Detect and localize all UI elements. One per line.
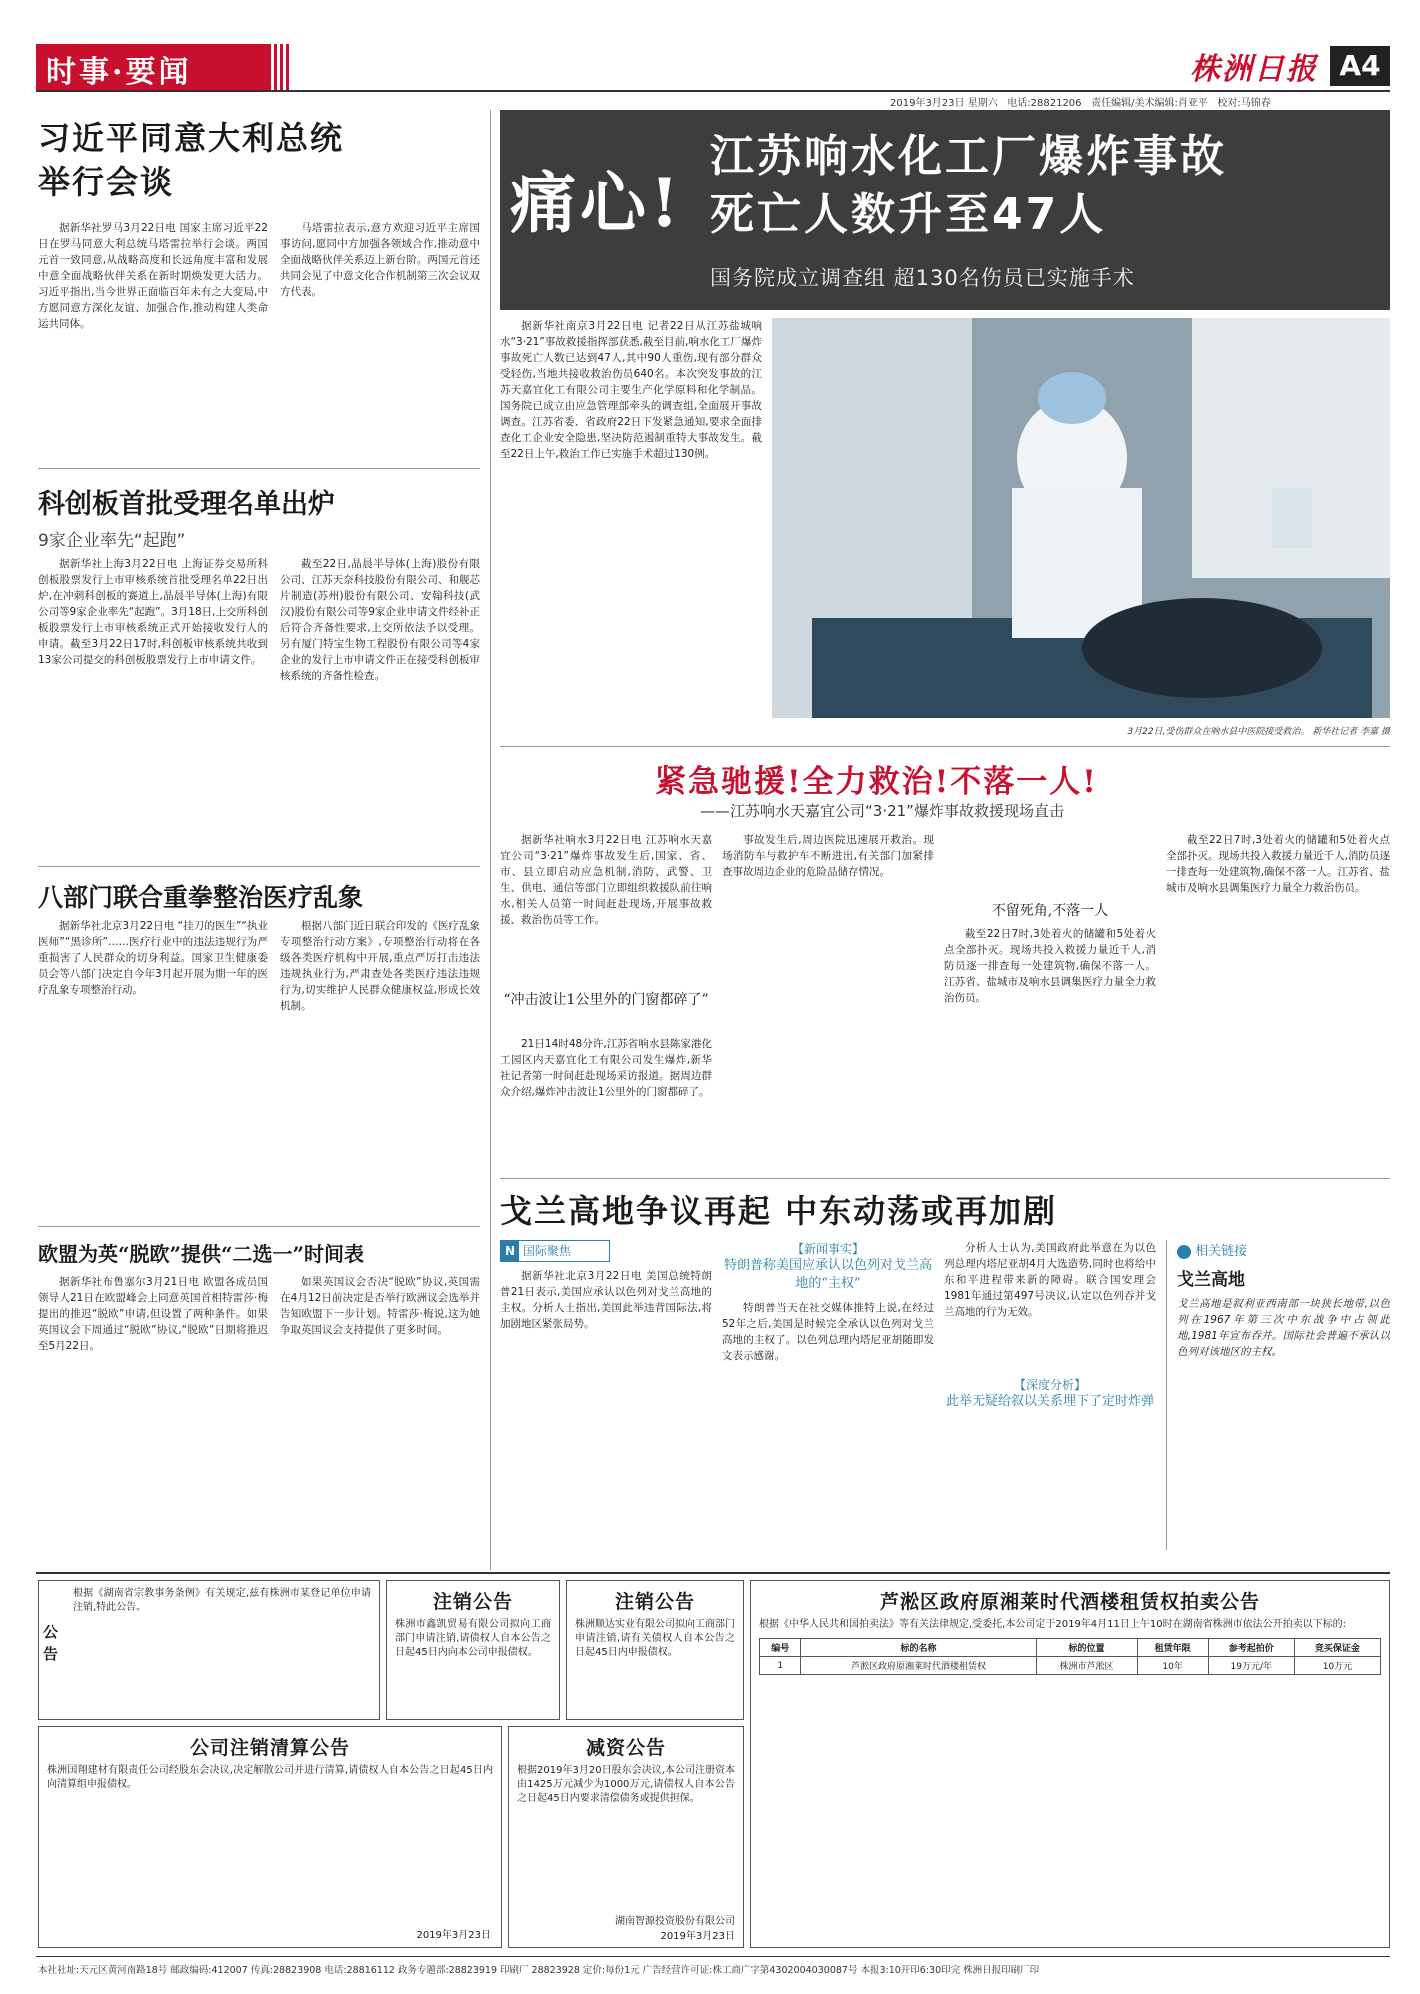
notice-cancel-2-title: 注销公告 xyxy=(614,1591,695,1613)
golan-body-col2 xyxy=(722,1300,934,1548)
golan-body-col1 xyxy=(500,1268,712,1548)
golan-tag xyxy=(500,1240,610,1262)
auction-header-row xyxy=(760,1639,1381,1657)
golan-analysis-box xyxy=(944,1376,1156,1411)
notice-small xyxy=(38,1580,380,1720)
notice-liquidation-title: 公司注销清算公告 xyxy=(189,1737,350,1759)
notice-auction-title: 芦淞区政府原湘莱时代酒楼租赁权拍卖公告 xyxy=(879,1591,1260,1613)
notice-small-label: 公告 xyxy=(43,1623,59,1663)
blast-headline xyxy=(710,128,1227,244)
brexit-text-1: 据新华社布鲁塞尔3月21日电 欧盟各成员国领导人21日在欧盟峰会上同意英国首相特雷莎·梅提出的推迟“脱欧”申请,但设置了两种条件。如果英国议会下周通过“脱欧”协议,“脱欧”日期将推迟至5月22日。 xyxy=(38,1276,268,1352)
related-link-icon xyxy=(1177,1245,1191,1259)
kcb-subhead: 9家企业率先“起跑” xyxy=(38,531,186,551)
notice-capital-reduction-date: 2019年3月23日 xyxy=(660,1931,735,1942)
notice-cancel-1-body: 株洲市鑫凯贸易有限公司拟向工商部门申请注销,请债权人自本公告之日起45日内向本公司申报债权。 xyxy=(395,1619,551,1658)
golan-text-3: 分析人士认为,美国政府此举意在为以色列总理内塔尼亚胡4月大选造势,同时也将给中东和平进程带来新的障碍。联合国安理会1981年通过第497号决议,认定以色列吞并戈兰高地的行为无效。 xyxy=(944,1242,1156,1318)
notice-liquidation-body: 株洲国翔建材有限责任公司经股东会决议,决定解散公司并进行清算,请债权人自本公告之日起45日内向清算组申报债权。 xyxy=(47,1765,493,1790)
notice-liquidation xyxy=(38,1726,502,1948)
medical-text-2: 根据八部门近日联合印发的《医疗乱象专项整治行动方案》,专项整治行动将在各级各类医疗机构中开展,重点严厉打击违法违规执业行为,严肃查处各类医疗违法违规行为,切实维护人民群众健康权益,形成长效机制。 xyxy=(280,920,480,1012)
paper-logo: 株洲日报 xyxy=(1190,52,1318,87)
xi-headline-line1: 习近平同意大利总统 xyxy=(38,119,345,157)
auction-header-cell: 竞买保证金 xyxy=(1294,1639,1380,1657)
date-text: 2019年3月23日 星期六 xyxy=(890,98,998,109)
rescue-col3-subhead: 不留死角,不落一人 xyxy=(991,903,1109,919)
masthead-rule xyxy=(36,90,1390,92)
auction-header-cell: 参考起拍价 xyxy=(1208,1639,1294,1657)
notice-capital-reduction-body: 根据2019年3月20日股东会决议,本公司注册资本由1425万元减少为1000万元,请债权人自本公告之日起45日内要求清偿债务或提供担保。 xyxy=(517,1765,735,1804)
rescue-body-col1 xyxy=(500,832,712,988)
footer-text: 本社社址:天元区黄河南路18号 邮政编码:412007 传真:28823908 电话:28816112 政务专题部:28823919 印刷厂 28823928 定价:每份1元 广告经营许可证:株工商广字第4302004030087号 本报3:10开印6:30印完 株洲日报印刷厂印 xyxy=(38,1965,1040,1976)
xi-text-1: 据新华社罗马3月22日电 国家主席习近平22日在罗马同意大利总统马塔雷拉举行会谈。两国元首一致同意,从战略高度和长远角度丰富和发展中意全面战略伙伴关系在新时期焕发更大活力。习近平指出,当今世界正面临百年未有之大变局,中方愿同意方深化友谊、加强合作,推动构建人类命运共同体。 xyxy=(38,222,268,330)
xi-text-2: 马塔雷拉表示,意方欢迎习近平主席国事访问,愿同中方加强各领域合作,推动意中全面战略伙伴关系迈上新台阶。两国元首还共同会见了中意文化合作机制第三次会议双方代表。 xyxy=(280,222,480,298)
rescue-text-4: 截至22日7时,3处着火的储罐和5处着火点全部扑灭。现场共投入救援力量近千人,消防员逐一排查每一处建筑物,确保不落一人。江苏省、盐城市及响水县调集医疗力量全力救治伤员。 xyxy=(944,928,1156,1004)
rescue-text-1: 据新华社响水3月22日电 江苏响水天嘉宜公司“3·21”爆炸事故发生后,国家、省、市、县立即启动应急机制,消防、武警、卫生、供电、通信等部门立即组织救援队前往响水,相关人员第一时间赶赴现场,开展事故救援、救治伤员等工作。 xyxy=(500,834,712,926)
page-number: A4 xyxy=(1330,46,1390,86)
golan-analysis-text: 此举无疑给叙以关系埋下了定时炸弹 xyxy=(945,1394,1154,1409)
notice-small-body: 根据《湖南省宗教事务条例》有关规定,兹有株洲市某登记单位申请注销,特此公告。 xyxy=(73,1588,371,1613)
related-link-box xyxy=(1166,1240,1390,1550)
photo-caption: 3月22日,受伤群众在响水县中医院接受救治。 新华社记者 李嘉 摄 xyxy=(1127,727,1390,737)
editor-text: 责任编辑/美术编辑:肖亚平 xyxy=(1091,98,1208,109)
divider xyxy=(38,468,480,469)
rescue-subhead: ——江苏响水天嘉宜公司“3·21”爆炸事故救援现场直击 xyxy=(700,802,1064,820)
notice-cancel-1-title: 注销公告 xyxy=(432,1591,513,1613)
phone-text: 电话:28821206 xyxy=(1007,98,1082,109)
auction-cell: 10年 xyxy=(1137,1657,1208,1675)
brexit-body-col1 xyxy=(38,1274,268,1564)
kcb-body-col1 xyxy=(38,556,268,856)
section-stripes xyxy=(268,44,290,90)
related-link-label: 相关链接 xyxy=(1195,1244,1248,1259)
auction-header-cell: 标的名称 xyxy=(801,1639,1036,1657)
xi-headline-line2: 举行会谈 xyxy=(38,163,175,201)
blast-headline-line2: 死亡人数升至47人 xyxy=(710,189,1107,240)
auction-table xyxy=(759,1638,1381,1675)
notice-auction xyxy=(750,1580,1390,1948)
blast-headline-line1: 江苏响水化工厂爆炸事故 xyxy=(710,131,1227,182)
related-link-body: 戈兰高地是叙利亚西南部一块狭长地带,以色列在1967年第三次中东战争中占领此地,1981年宣布吞并。国际社会普遍不承认以色列对该地区的主权。 xyxy=(1177,1298,1390,1358)
blast-body xyxy=(500,318,762,730)
medical-body-col2 xyxy=(280,918,480,1218)
golan-fact-box xyxy=(722,1240,934,1293)
golan-fact-label: 【新闻事实】 xyxy=(791,1242,864,1256)
rescue-body-col1b xyxy=(500,1036,712,1170)
golan-headline: 戈兰高地争议再起 中东动荡或再加剧 xyxy=(500,1192,1058,1230)
medical-body-col1 xyxy=(38,918,268,1218)
golan-text-1: 据新华社北京3月22日电 美国总统特朗普21日表示,美国应承认以色列对戈兰高地的主权。分析人士指出,美国此举违背国际法,将加剧地区紧张局势。 xyxy=(500,1270,712,1330)
rescue-text-2: 21日14时48分许,江苏省响水县陈家港化工园区内天嘉宜化工有限公司发生爆炸,新华社记者第一时间赶赴现场采访报道。据周边群众介绍,爆炸冲击波让1公里外的门窗都碎了。 xyxy=(500,1038,712,1098)
footer-rule xyxy=(36,1956,1390,1957)
rescue-headline: 紧急驰援!全力救治!不落一人! xyxy=(655,764,1098,800)
kcb-text-1: 据新华社上海3月22日电 上海证券交易所科创板股票发行上市审核系统首批受理名单22日出炉,在冲刺科创板的赛道上,晶晨半导体(上海)有限公司等9家企业率先“起跑”。3月18日,上交所科创板股票发行上市审核系统正式开始接收发行人的申请。截至3月22日17时,科创板审核系统共收到13家公司提交的科创板股票发行上市申请文件。 xyxy=(38,558,268,666)
related-link-title: 戈兰高地 xyxy=(1177,1270,1245,1290)
brexit-text-2: 如果英国议会否决“脱欧”协议,英国需在4月12日前决定是否举行欧洲议会选举并告知欧盟下一步计划。特雷莎·梅说,这为她争取英国议会支持提供了更多时间。 xyxy=(280,1276,480,1336)
auction-header-cell: 租赁年限 xyxy=(1137,1639,1208,1657)
hospital-photo xyxy=(772,318,1390,718)
auction-cell: 芦淞区政府原湘莱时代酒楼租赁权 xyxy=(801,1657,1036,1675)
column-divider xyxy=(490,110,491,1570)
notice-cancel-1 xyxy=(386,1580,560,1720)
auction-cell: 1 xyxy=(760,1657,801,1675)
golan-tag-icon: N xyxy=(501,1241,519,1261)
notice-liquidation-date: 2019年3月23日 xyxy=(416,1930,491,1941)
xi-headline xyxy=(38,116,478,204)
photo-illustration xyxy=(772,318,1390,718)
medical-text-1: 据新华社北京3月22日电 “挂刀的医生”“执业医师”“黑诊所”……医疗行业中的违法违规行为严重损害了人民群众的切身利益。国家卫生健康委员会等八部门决定自今年3月起开展为期一年的医疗乱象专项整治行动。 xyxy=(38,920,268,996)
notice-capital-reduction xyxy=(508,1726,744,1948)
rescue-text-3: 事故发生后,周边医院迅速展开救治。现场消防车与救护车不断进出,有关部门加紧排查事故周边企业的危险品储存情况。 xyxy=(722,834,934,878)
blast-subhead: 国务院成立调查组 超130名伤员已实施手术 xyxy=(710,266,1135,290)
rescue-col1-subhead: “冲击波让1公里外的门窗都碎了” xyxy=(503,992,709,1008)
golan-tag-label: 国际聚焦 xyxy=(522,1244,571,1258)
xi-body-col1 xyxy=(38,220,268,460)
rescue-body-col2 xyxy=(722,832,934,1170)
kcb-body-col2 xyxy=(280,556,480,856)
notice-capital-reduction-title: 减资公告 xyxy=(585,1737,666,1759)
notice-capital-reduction-sign: 湖南智源投资股份有限公司 xyxy=(615,1916,735,1927)
auction-header-cell: 标的位置 xyxy=(1036,1639,1137,1657)
divider xyxy=(500,1178,1390,1179)
divider xyxy=(500,746,1390,747)
blast-text: 据新华社南京3月22日电 记者22日从江苏盐城响水“3·21”事故救援指挥部获悉,截至目前,响水化工厂爆炸事故死亡人数已达到47人,其中90人重伤,现有部分群众受轻伤,当地共接收救治伤员640名。本次突发事故的江苏天嘉宜化工有限公司主要生产化学原料和化学制品。国务院已成立由应急管理部牵头的调查组,全面展开事故调查。江苏省委、省政府22日下发紧急通知,要求全面排查化工企业安全隐患,坚决防范遏制重特大事故发生。截至22日上午,救治工作已实施手术超过130例。 xyxy=(500,320,762,460)
golan-body-col3 xyxy=(944,1240,1156,1370)
blast-badge: 痛心! xyxy=(510,164,683,242)
golan-fact-text: 特朗普称美国应承认以色列对戈兰高地的“主权” xyxy=(723,1258,932,1291)
table-row xyxy=(760,1657,1381,1675)
divider xyxy=(38,866,480,867)
date-line xyxy=(890,94,1271,109)
auction-cell: 株洲市芦淞区 xyxy=(1036,1657,1137,1675)
medical-headline: 八部门联合重拳整治医疗乱象 xyxy=(38,883,364,912)
kcb-headline: 科创板首批受理名单出炉 xyxy=(38,489,335,520)
notice-auction-body: 根据《中华人民共和国拍卖法》等有关法律规定,受委托,本公司定于2019年4月11日上午10时在湖南省株洲市依法公开拍卖以下标的: xyxy=(759,1619,1346,1630)
proofreader-text: 校对:马锦春 xyxy=(1217,98,1271,109)
kcb-text-2: 截至22日,晶晨半导体(上海)股份有限公司、江苏天奈科技股份有限公司、和舰芯片制造(苏州)股份有限公司、安翰科技(武汉)股份有限公司等9家企业申请文件经补正后符合齐备性要求,上交所依法予以受理。另有厦门特宝生物工程股份有限公司等4家企业的发行上市申请文件正在接受科创板审核系统的齐备性检查。 xyxy=(280,558,480,682)
auction-cell: 19万元/年 xyxy=(1208,1657,1294,1675)
notice-cancel-2-body: 株洲顺达实业有限公司拟向工商部门申请注销,请有关债权人自本公告之日起45日内申报债权。 xyxy=(575,1619,735,1658)
divider xyxy=(38,1226,480,1227)
rescue-text-5: 截至22日7时,3处着火的储罐和5处着火点全部扑灭。现场共投入救援力量近千人,消防员逐一排查每一处建筑物,确保不落一人。江苏省、盐城市及响水县调集医疗力量全力救治伤员。 xyxy=(1166,834,1390,894)
brexit-headline: 欧盟为英“脱欧”提供“二选一”时间表 xyxy=(38,1242,365,1266)
section-title: 时事·要闻 xyxy=(46,55,192,90)
notices-top-rule xyxy=(36,1572,1390,1574)
notice-cancel-2 xyxy=(566,1580,744,1720)
rescue-body-col4 xyxy=(1166,832,1390,1170)
auction-cell: 10万元 xyxy=(1294,1657,1380,1675)
golan-text-2: 特朗普当天在社交媒体推特上说,在经过52年之后,美国是时候完全承认以色列对戈兰高地的主权了。以色列总理内塔尼亚胡随即发文表示感谢。 xyxy=(722,1302,934,1362)
brexit-body-col2 xyxy=(280,1274,480,1564)
xi-body-col2 xyxy=(280,220,480,460)
related-link-tag xyxy=(1177,1240,1390,1259)
auction-header-cell: 编号 xyxy=(760,1639,801,1657)
rescue-body-col3 xyxy=(944,926,1156,1170)
golan-analysis-label: 【深度分析】 xyxy=(1013,1378,1086,1392)
